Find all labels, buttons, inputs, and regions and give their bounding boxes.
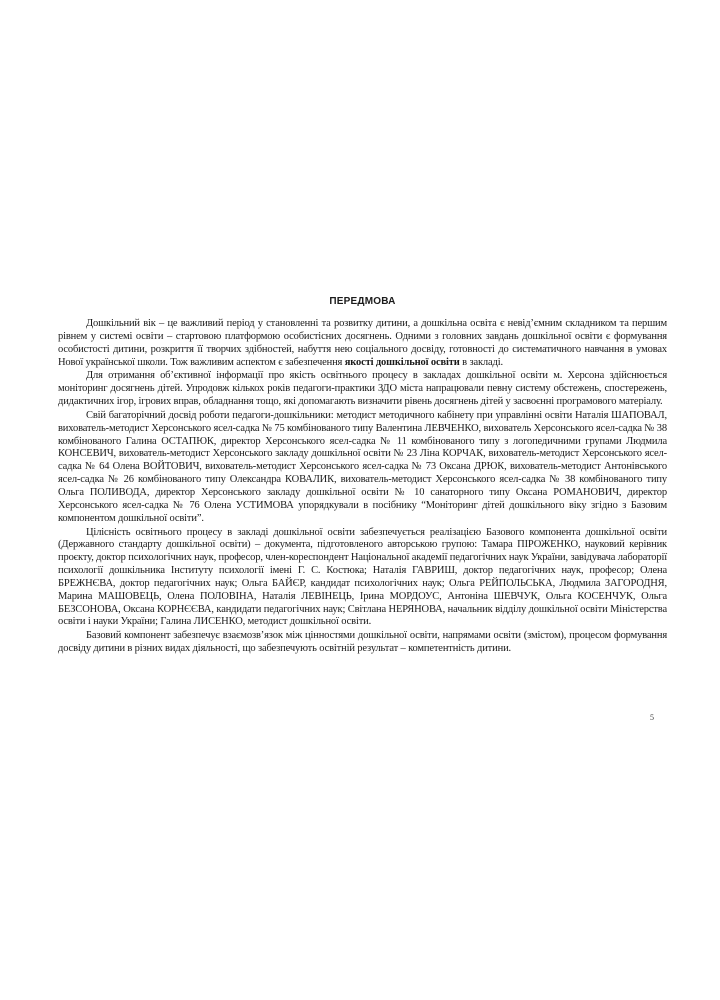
paragraph-intro-text: Дошкільний вік – це важливий період у становленні та розвитку дитини, а дошкільна освіта є невід’ємним складником та першим рівнем у системі освіти – стартовою платформою особистісних досягнень. Одними з головних завдань дошкільної освіти є формування особистості дитини, розкриття її творчих здібностей, набуття нею соціального досвіду, готовності до систематичного навчання в умовах Нової української школи. Тож важливим аспектом є забезпечення (58, 318, 667, 368)
page-number: 5 (650, 713, 654, 722)
paragraph-conclusion: Базовий компонент забезпечує взаємозв’язок між цінностями дошкільної освіти, напрямами освіти (змістом), процесом формування досвіду дитини в різних видах діяльності, що забезпечують освітній результат – компетентність дитини. (58, 630, 667, 655)
section-title: ПЕРЕДМОВА (329, 296, 396, 307)
paragraph-base-component: Цілісність освітнього процесу в закладі дошкільної освіти забезпечується реалізацією Базового компонента дошкільної освіти (Державного стандарту дошкільної освіти) – документа, підготовленого авторською групою: Тамара ПІРОЖЕНКО, науковий керівник проєкту, доктор психологічних наук, професор, член-кореспондент Національної академії педагогічних наук України, завідувача лабораторії психології дошкільника Інституту психології імені Г. С. Костюка; Наталія ГАВРИШ, доктор педагогічних наук, професор; Олена БРЕЖНЄВА, доктор педагогічних наук; Ольга БАЙЄР, кандидат психологічних наук; Ольга РЕЙПОЛЬСЬКА, Людмила ЗАГОРОДНЯ, Марина МАШОВЕЦЬ, Олена ПОЛОВІНА, Наталія ЛЕВІНЕЦЬ, Ірина МОРДОУС, Антоніна ШЕВЧУК, Ольга КОСЕНЧУК, Ольга БЕЗСОНОВА, Оксана КОРНЄЄВА, кандидати педагогічних наук; Світлана НЕРЯНОВА, начальник відділу дошкільної освіти Міністерства освіти і науки України; Галина ЛИСЕНКО, методист дошкільної освіти. (58, 526, 667, 628)
paragraph-intro-bold: якості дошкільної освіти (344, 356, 460, 368)
paragraph-monitoring: Для отримання об’єктивної інформації про якість освітнього процесу в закладах дошкільної освіти м. Херсона здійснюється моніторинг досягнень дітей. Упродовж кількох років педагоги-практики ЗДО міста напрацювали певну систему обстежень, спостережень, дидактичних ігор, ігрових вправ, обладнання тощо, які допомагають визначити рівень досягнень дітей у засвоєнні програмового матеріалу. (58, 370, 667, 408)
document-page (58, 296, 667, 657)
paragraph-intro-tail: в закладі. (459, 356, 503, 368)
paragraph-authors: Свій багаторічний досвід роботи педагоги-дошкільники: методист методичного кабінету при управлінні освіти Наталія ШАПОВАЛ, вихователь-методист Херсонського ясел-садка № 75 комбінованого типу Валентина ЛЕВЧЕНКО, вихователь Херсонського ясел-садка № 38 комбінованого Галина ОСТАПЮК, директор Херсонського ясел-садка № 11 комбінованого типу з логопедичними групами Людмила КОНСЕВИЧ, вихователь-методист Херсонського закладу дошкільної освіти № 23 Ліна КОРЧАК, вихователь-методист Херсонського ясел-садка № 64 Олена ВОЙТОВИЧ, вихователь-методист Херсонського ясел-садка № 73 Оксана ДРЮК, вихователь-методист Антонівського ясел-садка № 26 комбінованого типу Олександра КОВАЛИК, вихователь-методист Херсонського ясел-садка № 38 комбінованого типу Ольга ПОЛИВОДА, директор Херсонського закладу дошкільної освіти № 10 санаторного типу Оксана РОМАНОВИЧ, директор Херсонського ясел-садка № 76 Олена УСТИМОВА упорядкували в посібнику “Моніторинг дітей дошкільного віку згідно з Базовим компонентом дошкільної освіти”. (58, 409, 667, 524)
paragraph-intro (58, 318, 667, 369)
